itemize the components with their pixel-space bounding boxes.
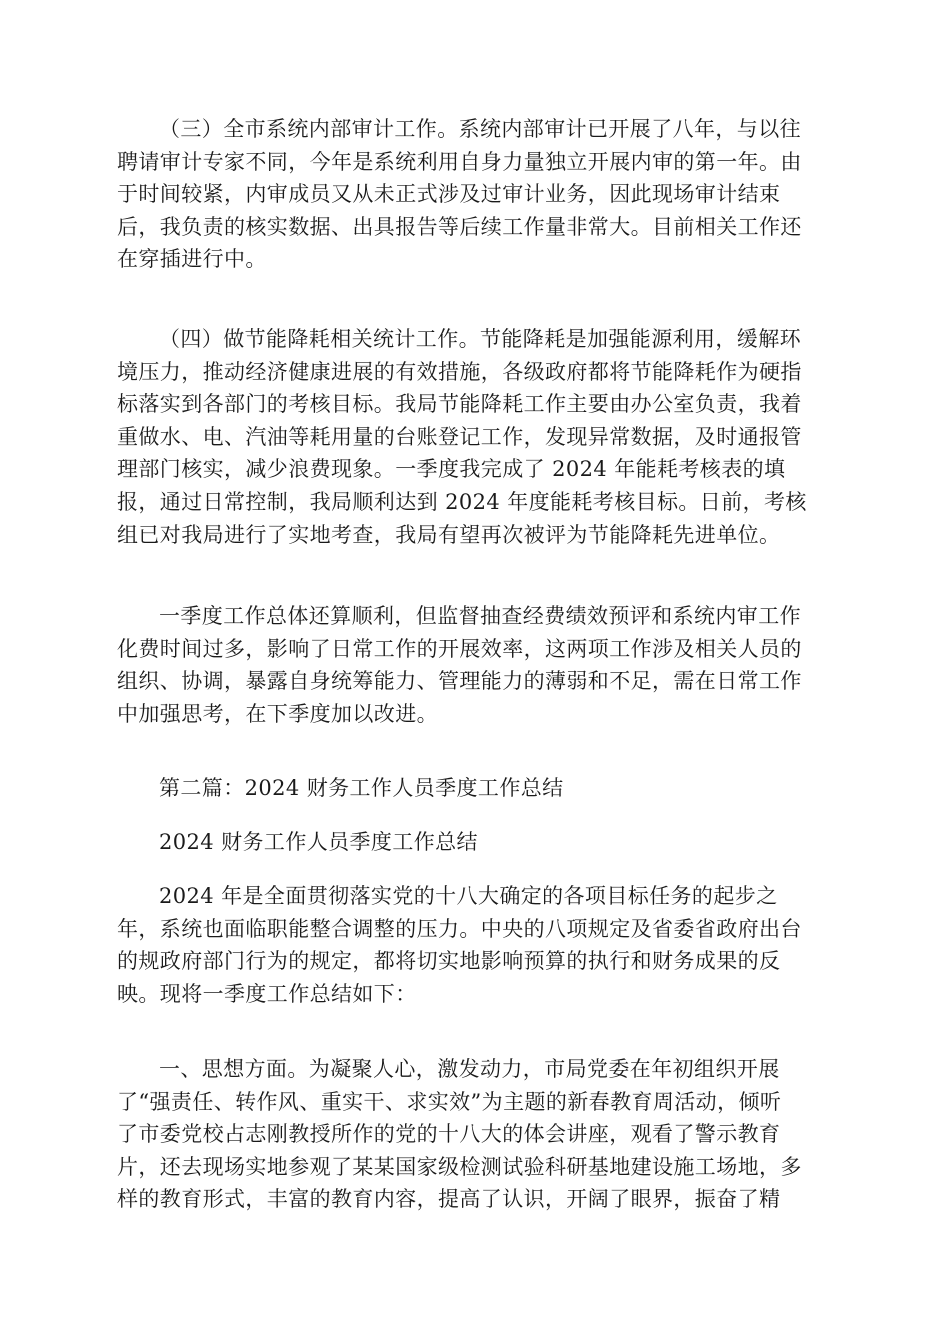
paragraph-internal-audit (117, 113, 833, 276)
paragraph-energy-saving (117, 323, 833, 551)
text-line: 标落实到各部门的考核目标。我局节能降耗工作主要由办公室负责，我着 (117, 392, 802, 417)
text-line: （三）全市系统内部审计工作。系统内部审计已开展了八年，与以往 (159, 117, 801, 141)
text-line: 报，通过日常控制，我局顺利达到 2024 年度能耗考核目标。日前，考核 (117, 489, 807, 514)
text-line: 后，我负责的核实数据、出具报告等后续工作量非常大。目前相关工作还 (117, 214, 802, 239)
text-line: 一季度工作总体还算顺利，但监督抽查经费绩效预评和系统内审工作 (159, 604, 801, 628)
text-line: 组织、协调，暴露自身统筹能力、管理能力的薄弱和不足，需在日常工作 (117, 669, 802, 694)
text-line: 的规政府部门行为的规定，都将切实地影响预算的执行和财务成果的反 (117, 949, 781, 974)
section-title: 2024 财务工作人员季度工作总结 (159, 830, 478, 854)
text-line: 中加强思考，在下季度加以改进。 (117, 701, 438, 726)
text-line: （四）做节能降耗相关统计工作。节能降耗是加强能源利用，缓解环 (159, 327, 801, 351)
paragraph-ideology (117, 1053, 833, 1216)
text-line: 片，还去现场实地参观了某某国家级检测试验科研基地建设施工场地，多 (117, 1154, 802, 1179)
text-line: 在穿插进行中。 (117, 247, 267, 272)
text-line: 化费时间过多，影响了日常工作的开展效率，这两项工作涉及相关人员的 (117, 636, 802, 661)
text-line: 映。现将一季度工作总结如下： (117, 981, 417, 1006)
text-line: 2024 年是全面贯彻落实党的十八大确定的各项目标任务的起步之 (159, 884, 778, 908)
text-line: 理部门核实，减少浪费现象。一季度我完成了 2024 年能耗考核表的填 (117, 457, 786, 482)
paragraph-intro-2024 (117, 880, 833, 1010)
text-line: 聘请审计专家不同，今年是系统利用自身力量独立开展内审的第一年。由 (117, 149, 802, 174)
text-line: 样的教育形式，丰富的教育内容，提高了认识，开阔了眼界，振奋了精 (117, 1187, 781, 1212)
paragraph-q1-summary (117, 600, 833, 730)
text-line: 了“强责任、转作风、重实干、求实效”为主题的新春教育周活动，倾听 (117, 1089, 782, 1114)
text-line: 于时间较紧，内审成员又从未正式涉及过审计业务，因此现场审计结束 (117, 182, 781, 207)
section-heading-part-two: 第二篇：2024 财务工作人员季度工作总结 (159, 776, 564, 800)
text-line: 年，系统也面临职能整合调整的压力。中央的八项规定及省委省政府出台 (117, 916, 802, 941)
text-line: 一、思想方面。为凝聚人心，激发动力，市局党委在年初组织开展 (159, 1057, 780, 1081)
text-line: 组已对我局进行了实地考查，我局有望再次被评为节能降耗先进单位。 (117, 522, 781, 547)
text-line: 重做水、电、汽油等耗用量的台账登记工作，发现异常数据，及时通报管 (117, 424, 802, 449)
text-line: 境压力，推动经济健康进展的有效措施，各级政府都将节能降耗作为硬指 (117, 359, 802, 384)
text-line: 了市委党校占志刚教授所作的党的十八大的体会讲座，观看了警示教育 (117, 1122, 781, 1147)
